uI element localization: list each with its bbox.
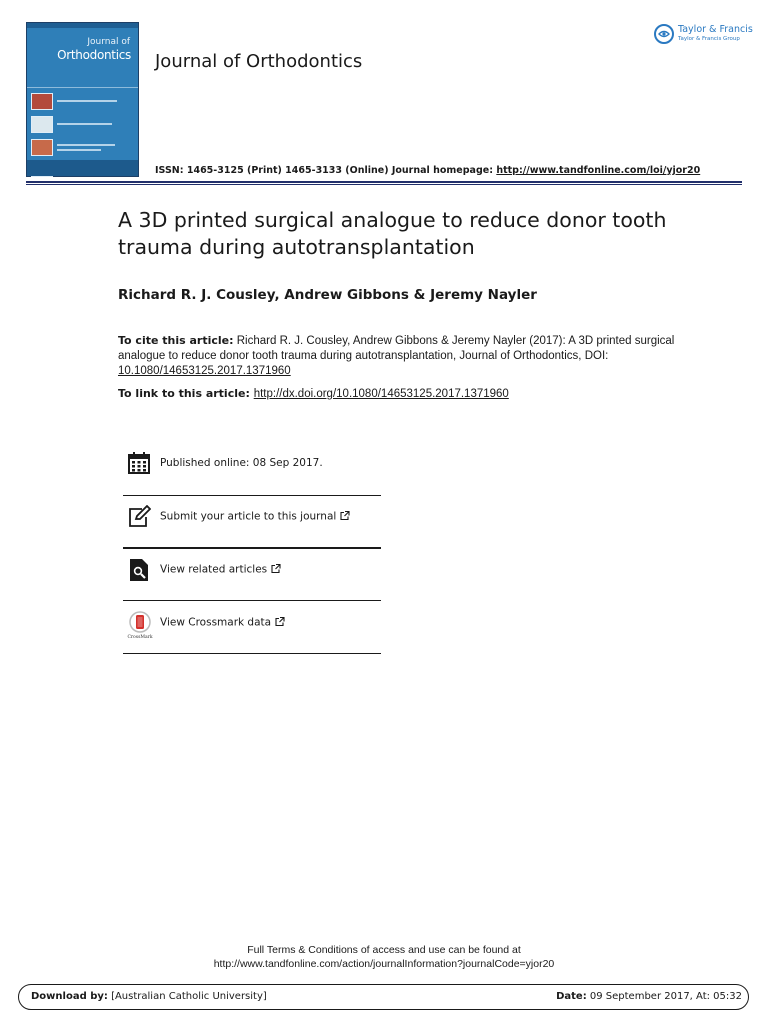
date-value: 09 September 2017, At: 05:32 xyxy=(586,991,742,1002)
terms-line1: Full Terms & Conditions of access and use can be found at xyxy=(247,944,521,956)
published-online-label: Published online: 08 Sep 2017. xyxy=(160,457,323,469)
header-rule xyxy=(26,181,742,183)
external-link-icon xyxy=(271,564,281,577)
crossmark-icon xyxy=(127,611,153,639)
article-doi-link[interactable]: http://dx.doi.org/10.1080/14653125.2017.1371960 xyxy=(253,388,509,400)
issn-text: ISSN: 1465-3125 (Print) 1465-3133 (Online) Journal homepage: xyxy=(155,165,497,176)
date-info xyxy=(556,991,742,1002)
download-value: [Australian Catholic University] xyxy=(107,991,267,1002)
journal-homepage-link[interactable]: http://www.tandfonline.com/loi/yjor20 xyxy=(496,165,701,176)
download-label: Download by: xyxy=(31,991,108,1002)
terms-notice xyxy=(0,943,768,971)
related-articles-label: View related articles xyxy=(160,563,268,576)
edit-icon xyxy=(127,505,151,529)
search-document-icon xyxy=(127,558,151,582)
terms-url[interactable]: http://www.tandfonline.com/action/journalInformation?journalCode=yjor20 xyxy=(213,958,555,970)
journal-name: Journal of Orthodontics xyxy=(155,51,363,72)
submit-article-link[interactable] xyxy=(123,491,381,543)
external-link-icon xyxy=(340,511,350,524)
article-authors: Richard R. J. Cousley, Andrew Gibbons & Jeremy Nayler xyxy=(118,287,537,303)
date-label: Date: xyxy=(556,991,587,1002)
article-link-label: To link to this article: xyxy=(118,387,254,400)
publisher-name: Taylor & Francis xyxy=(678,24,753,35)
submit-article-label: Submit your article to this journal xyxy=(160,510,337,523)
article-link-line xyxy=(118,387,509,400)
external-link-icon xyxy=(275,617,285,630)
header-rule-thin xyxy=(26,184,742,185)
download-info xyxy=(31,991,267,1002)
cover-title-line1: Journal of xyxy=(87,37,130,47)
issn-line xyxy=(155,165,700,176)
publisher-logo-icon xyxy=(654,24,674,44)
article-title: A 3D printed surgical analogue to reduce donor tooth trauma during autotransplantation xyxy=(118,208,667,259)
calendar-icon xyxy=(127,451,151,475)
journal-cover-image xyxy=(26,22,139,177)
publisher-logo xyxy=(654,22,753,48)
citation-doi-link[interactable]: 10.1080/14653125.2017.1371960 xyxy=(118,365,291,377)
related-articles-link[interactable] xyxy=(123,544,381,596)
publisher-subname: Taylor & Francis Group xyxy=(678,36,740,42)
citation-block xyxy=(118,333,678,379)
crossmark-caption: CrossMark xyxy=(127,635,153,639)
download-bar xyxy=(18,984,749,1010)
citation-label: To cite this article: xyxy=(118,334,234,347)
citation-text: Richard R. J. Cousley, Andrew Gibbons & Jeremy Nayler (2017): A 3D printed surgical analogue to reduce donor tooth trauma during autotransplantation, Journal of Orthodontics, DOI: xyxy=(118,335,675,362)
published-online-row xyxy=(123,437,381,489)
cover-title-line2: Orthodontics xyxy=(57,48,131,62)
crossmark-label: View Crossmark data xyxy=(160,616,272,629)
divider xyxy=(123,653,381,654)
crossmark-link[interactable] xyxy=(123,597,381,649)
